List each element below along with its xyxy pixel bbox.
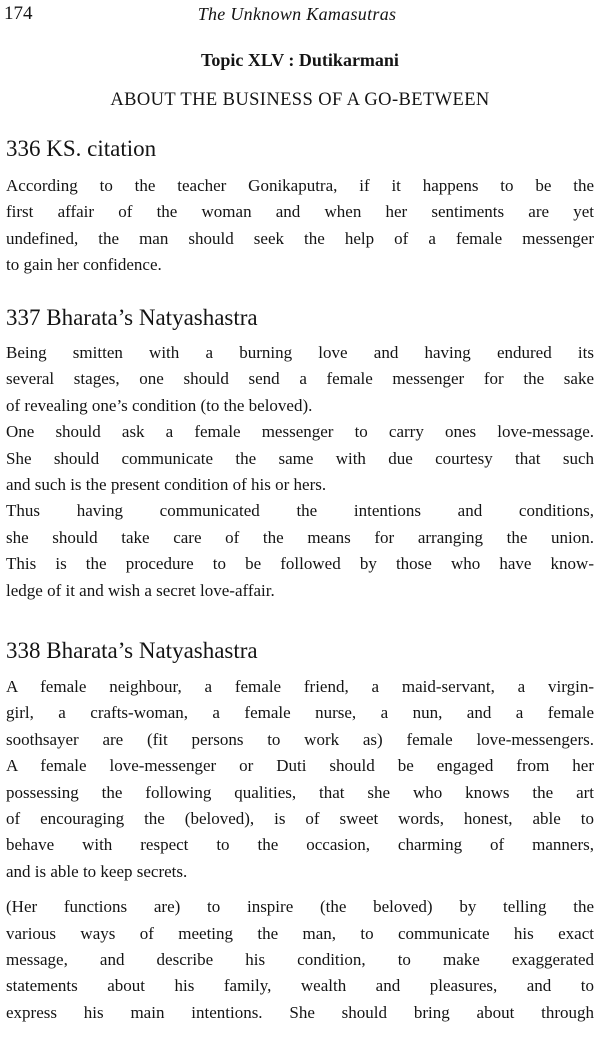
section-336 — [6, 134, 594, 279]
section-body — [6, 340, 594, 604]
section-body — [6, 173, 594, 279]
text-line: A female neighbour, a female friend, a maid-servant, a virgin- — [6, 677, 594, 696]
text-line: various ways of meeting the man, to communicate his exact — [6, 923, 594, 943]
text-line: statements about his family, wealth and pleasures, and to — [6, 976, 594, 996]
text-line: One should ask a female messenger to carry ones love-message. — [6, 422, 594, 442]
text-line: possessing the following qualities, that she who knows the art — [6, 782, 594, 802]
text-line: She should communicate the same with due courtesy that such — [6, 448, 594, 468]
section-heading: 338 Bharata’s Natyashastra — [6, 638, 258, 663]
text-line: of revealing one’s condition (to the beloved). — [6, 395, 313, 415]
text-line: Thus having communicated the intentions and conditions, — [6, 501, 594, 521]
section-heading: 337 Bharata’s Natyashastra — [6, 305, 258, 330]
topic-title: Topic XLV : Dutikarmani — [201, 50, 399, 70]
section-337 — [6, 303, 594, 604]
text-line: soothsayer are (fit persons to work as) female love-messengers. — [6, 729, 594, 749]
text-line: This is the procedure to be followed by those who have know- — [6, 554, 594, 574]
section-body — [6, 674, 594, 1026]
page-number: 174 — [4, 3, 33, 24]
section-338 — [6, 636, 594, 1026]
text-line: According to the teacher Gonikaputra, if it happens to be the — [6, 176, 594, 195]
text-line: girl, a crafts-woman, a female nurse, a nun, and a female — [6, 703, 594, 723]
text-line: message, and describe his condition, to make exaggerated — [6, 950, 594, 970]
text-line: she should take care of the means for arranging the union. — [6, 527, 594, 547]
text-line: Being smitten with a burning love and having endured its — [6, 343, 594, 362]
text-line: express his main intentions. She should bring about through — [6, 1002, 594, 1022]
text-line: to gain her confidence. — [6, 255, 162, 275]
text-line: behave with respect to the occasion, charming of manners, — [6, 835, 594, 855]
text-line: several stages, one should send a female messenger for the sake — [6, 369, 594, 389]
text-line: and is able to keep secrets. — [6, 861, 188, 881]
text-line: (Her functions are) to inspire (the beloved) by telling the — [6, 897, 594, 917]
running-head — [4, 2, 590, 28]
text-line: undefined, the man should seek the help of a female messenger — [6, 228, 594, 248]
text-line: first affair of the woman and when her sentiments are yet — [6, 202, 594, 222]
text-line: ledge of it and wish a secret love-affair. — [6, 580, 275, 600]
text-line: A female love-messenger or Duti should be engaged from her — [6, 756, 594, 776]
chapter-subtitle: ABOUT THE BUSINESS OF A GO-BETWEEN — [110, 90, 490, 110]
text-line: of encouraging the (beloved), is of sweet words, honest, able to — [6, 809, 594, 829]
text-line: and such is the present condition of his or hers. — [6, 475, 327, 495]
section-heading: 336 KS. citation — [6, 136, 157, 161]
book-title: The Unknown Kamasutras — [197, 4, 397, 24]
